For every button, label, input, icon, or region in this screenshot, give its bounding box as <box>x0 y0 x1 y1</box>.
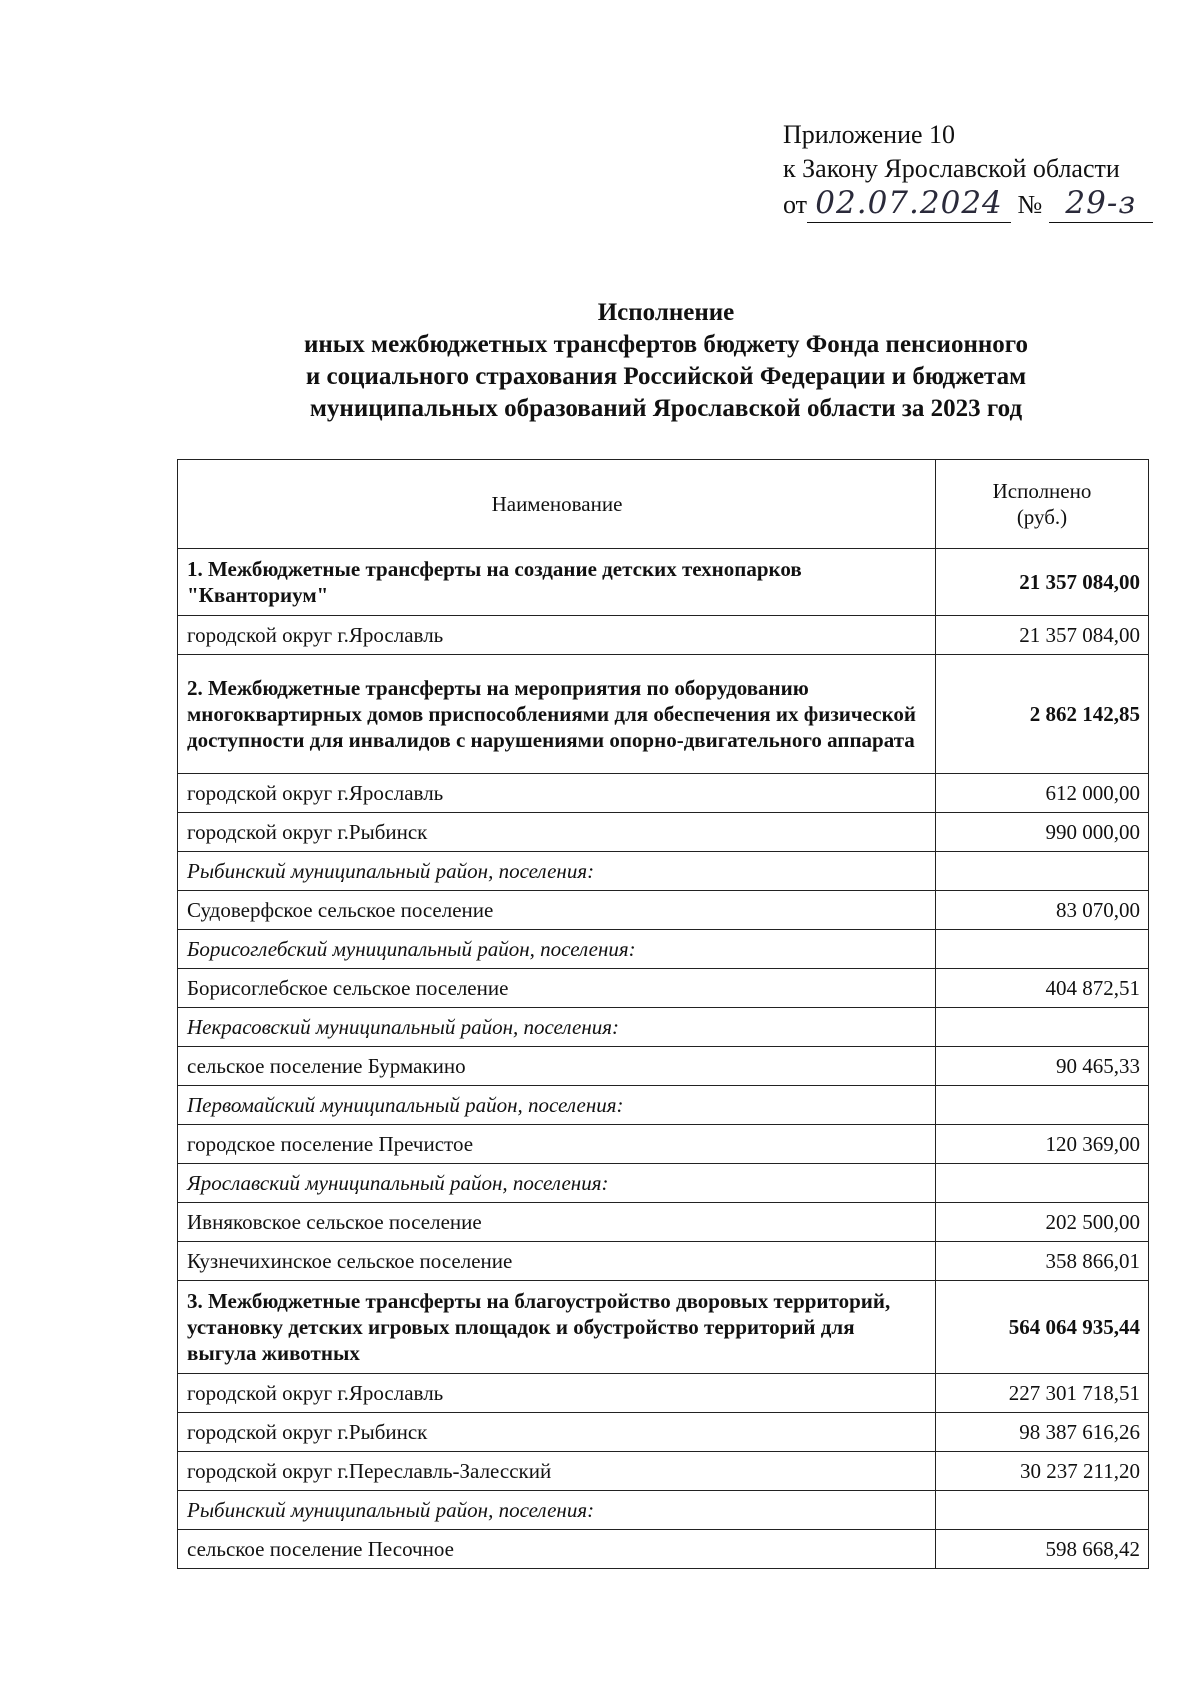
district-row <box>178 930 1149 969</box>
table-row <box>178 1125 1149 1164</box>
table-header-row <box>178 460 1149 549</box>
row-name: городской округ г.Переславль-Залесский <box>178 1452 936 1491</box>
row-name: Борисоглебское сельское поселение <box>178 969 936 1008</box>
handwritten-date: 02.07.2024 <box>807 186 1011 223</box>
row-value: 21 357 084,00 <box>936 549 1149 616</box>
appendix-number: Приложение 10 <box>783 120 956 149</box>
row-value: 227 301 718,51 <box>936 1374 1149 1413</box>
district-row <box>178 852 1149 891</box>
row-name: сельское поселение Песочное <box>178 1530 936 1569</box>
row-value: 358 866,01 <box>936 1242 1149 1281</box>
title-line-3: и социального страхования Российской Федерации и бюджетам <box>305 363 1027 390</box>
table-row <box>178 969 1149 1008</box>
table-row <box>178 1374 1149 1413</box>
row-value: 98 387 616,26 <box>936 1413 1149 1452</box>
row-value: 404 872,51 <box>936 969 1149 1008</box>
section-row <box>178 1281 1149 1374</box>
table-row <box>178 1203 1149 1242</box>
row-name: городское поселение Пречистое <box>178 1125 936 1164</box>
row-name: Рыбинский муниципальный район, поселения: <box>178 1491 936 1530</box>
date-prefix: от <box>783 190 808 219</box>
row-value: 612 000,00 <box>936 774 1149 813</box>
row-value: 83 070,00 <box>936 891 1149 930</box>
row-value <box>936 1086 1149 1125</box>
table-row <box>178 1530 1149 1569</box>
row-name: Борисоглебский муниципальный район, поселения: <box>178 930 936 969</box>
row-name: Ивняковское сельское поселение <box>178 1203 936 1242</box>
section-row <box>178 549 1149 616</box>
appendix-date-line <box>783 186 1153 223</box>
table-row <box>178 616 1149 655</box>
row-name: Судоверфское сельское поселение <box>178 891 936 930</box>
table-row <box>178 1452 1149 1491</box>
handwritten-number: 29-з <box>1049 186 1153 223</box>
row-value: 30 237 211,20 <box>936 1452 1149 1491</box>
row-value <box>936 1491 1149 1530</box>
table-row <box>178 813 1149 852</box>
column-header-value <box>936 460 1149 549</box>
row-value <box>936 1164 1149 1203</box>
row-value <box>936 852 1149 891</box>
transfers-table <box>177 459 1149 1569</box>
row-name: 1. Межбюджетные трансферты на создание детских технопарков "Кванториум" <box>178 549 936 616</box>
row-name: городской округ г.Ярославль <box>178 1374 936 1413</box>
table-row <box>178 1047 1149 1086</box>
column-header-value-line1: Исполнено <box>992 479 1092 503</box>
appendix-law-reference: к Закону Ярославской области <box>783 154 1120 183</box>
row-name: Некрасовский муниципальный район, поселения: <box>178 1008 936 1047</box>
district-row <box>178 1008 1149 1047</box>
number-prefix: № <box>1017 190 1043 219</box>
document-title <box>176 297 1156 425</box>
appendix-block <box>783 118 1153 223</box>
row-name: Первомайский муниципальный район, поселения: <box>178 1086 936 1125</box>
row-value: 2 862 142,85 <box>936 655 1149 774</box>
row-value <box>936 1008 1149 1047</box>
title-line-1: Исполнение <box>597 299 735 326</box>
row-name: городской округ г.Рыбинск <box>178 1413 936 1452</box>
row-name: городской округ г.Рыбинск <box>178 813 936 852</box>
row-name: Рыбинский муниципальный район, поселения: <box>178 852 936 891</box>
district-row <box>178 1491 1149 1530</box>
row-name: городской округ г.Ярославль <box>178 774 936 813</box>
row-name: 3. Межбюджетные трансферты на благоустройство дворовых территорий, установку детских игровых площадок и обустройство территорий для выгула животных <box>178 1281 936 1374</box>
row-value: 21 357 084,00 <box>936 616 1149 655</box>
row-value: 90 465,33 <box>936 1047 1149 1086</box>
table-row <box>178 1242 1149 1281</box>
column-header-value-line2: (руб.) <box>1016 505 1068 529</box>
table-row <box>178 1413 1149 1452</box>
row-value: 120 369,00 <box>936 1125 1149 1164</box>
row-name: городской округ г.Ярославль <box>178 616 936 655</box>
row-value: 990 000,00 <box>936 813 1149 852</box>
row-name: Ярославский муниципальный район, поселения: <box>178 1164 936 1203</box>
row-value: 564 064 935,44 <box>936 1281 1149 1374</box>
district-row <box>178 1086 1149 1125</box>
row-value: 598 668,42 <box>936 1530 1149 1569</box>
row-value: 202 500,00 <box>936 1203 1149 1242</box>
title-line-4: муниципальных образований Ярославской области за 2023 год <box>309 395 1023 422</box>
title-line-2: иных межбюджетных трансфертов бюджету Фонда пенсионного <box>303 331 1028 358</box>
row-name: Кузнечихинское сельское поселение <box>178 1242 936 1281</box>
row-name: сельское поселение Бурмакино <box>178 1047 936 1086</box>
district-row <box>178 1164 1149 1203</box>
column-header-name: Наименование <box>178 460 936 549</box>
row-value <box>936 930 1149 969</box>
table-row <box>178 891 1149 930</box>
row-name: 2. Межбюджетные трансферты на мероприятия по оборудованию многоквартирных домов приспособлениями для обеспечения их физической доступности для инвалидов с нарушениями опорно-двигательного аппарата <box>178 655 936 774</box>
section-row <box>178 655 1149 774</box>
table-row <box>178 774 1149 813</box>
